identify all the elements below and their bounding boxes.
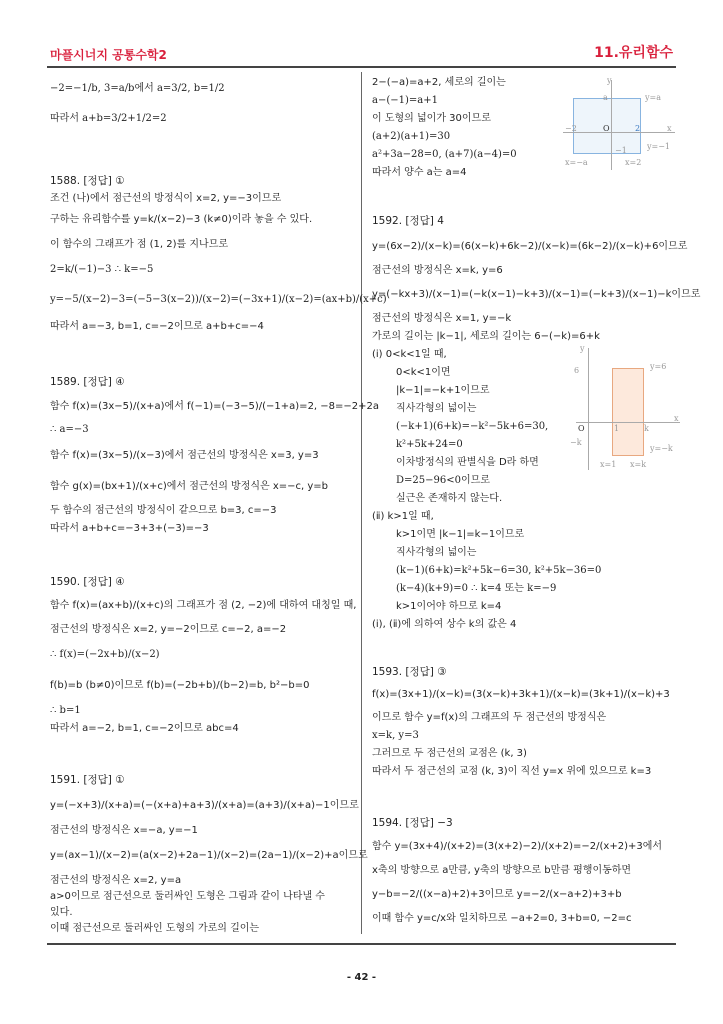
left-line: 두 함수의 점근선의 방정식이 같으므로 b=3, c=−3 bbox=[50, 505, 277, 516]
right-line: 그러므로 두 점근선의 교점은 (k, 3) bbox=[372, 748, 527, 759]
header-rule bbox=[47, 66, 676, 68]
y-axis bbox=[611, 80, 612, 170]
right-line: 이므로 함수 y=f(x)의 그래프의 두 점근선의 방정식은 bbox=[372, 712, 607, 723]
graph-label: x=2 bbox=[625, 158, 642, 167]
answer-title-1592: 1592. [정답] 4 bbox=[372, 215, 444, 227]
right-line: 이차방정식의 판별식을 D라 하면 bbox=[396, 457, 539, 468]
right-line: 함수 y=(3x+4)/(x+2)=(3(x+2)−2)/(x+2)=−2/(x+2)+3에서 bbox=[372, 841, 663, 852]
column-divider bbox=[361, 72, 362, 934]
footer-rule bbox=[47, 943, 676, 945]
left-line: 함수 f(x)=(ax+b)/(x+c)의 그래프가 점 (2, −2)에 대하여 대칭일 때, bbox=[50, 600, 357, 611]
left-line: 있다. bbox=[50, 907, 73, 918]
left-line: 함수 f(x)=(3x−5)/(x−3)에서 점근선의 방정식은 x=3, y=3 bbox=[50, 450, 319, 461]
left-line: 구하는 유리함수를 y=k/(x−2)−3 (k≠0)이라 놓을 수 있다. bbox=[50, 214, 313, 225]
left-line: 이때 점근선으로 둘러싸인 도형의 가로의 길이는 bbox=[50, 923, 260, 934]
graph-label: y=−1 bbox=[647, 142, 671, 151]
left-line: y=(ax−1)/(x−2)=(a(x−2)+2a−1)/(x−2)=(2a−1)/(x−2)+a이므로 bbox=[50, 850, 368, 861]
left-line: 이 함수의 그래프가 점 (1, 2)를 지나므로 bbox=[50, 239, 229, 250]
left-line: 점근선의 방정식은 x=−a, y=−1 bbox=[50, 825, 198, 836]
right-line: y=(6x−2)/(x−k)=(6(x−k)+6k−2)/(x−k)=(6k−2)/(x−k)+6이므로 bbox=[372, 241, 688, 252]
left-line: y=−5/(x−2)−3=(−5−3(x−2))/(x−2)=(−3x+1)/(x−2)=(ax+b)/(x+c) bbox=[50, 294, 387, 305]
graph-label: −1 bbox=[615, 146, 627, 155]
graph-label: 1 bbox=[614, 424, 620, 433]
right-line: 실근은 존재하지 않는다. bbox=[396, 493, 503, 504]
right-line: D=25−96<0이므로 bbox=[396, 475, 490, 486]
right-line: 점근선의 방정식은 x=k, y=6 bbox=[372, 265, 503, 276]
left-line: 함수 g(x)=(bx+1)/(x+c)에서 점근선의 방정식은 x=−c, y=b bbox=[50, 481, 329, 492]
left-line: ∴ a=−3 bbox=[50, 424, 89, 435]
graph-label: −k bbox=[570, 438, 582, 447]
graph-label: x=1 bbox=[600, 460, 617, 469]
header-left-title: 마플시너지 공통수학2 bbox=[50, 48, 167, 62]
left-line: −2=−1/b, 3=a/b에서 a=3/2, b=1/2 bbox=[50, 83, 225, 94]
left-line: 따라서 a=−2, b=1, c=−2이므로 abc=4 bbox=[50, 723, 239, 734]
right-line: k>1이어야 하므로 k=4 bbox=[396, 601, 502, 612]
right-line: 점근선의 방정식은 x=1, y=−k bbox=[372, 313, 512, 324]
right-line: 2−(−a)=a+2, 세로의 길이는 bbox=[372, 77, 506, 88]
right-line: (ⅰ) 0<k<1일 때, bbox=[372, 349, 447, 360]
left-line: 따라서 a+b=3/2+1/2=2 bbox=[50, 113, 167, 124]
right-line: x=k, y=3 bbox=[372, 730, 419, 741]
asymptote-graph-1591 bbox=[563, 76, 679, 172]
graph-label: x bbox=[674, 414, 679, 423]
x-axis bbox=[576, 422, 680, 423]
left-line: f(b)=b (b≠0)이므로 f(b)=(−2b+b)/(b−2)=b, b²−b=0 bbox=[50, 680, 310, 691]
left-line: 점근선의 방정식은 x=2, y=−2이므로 c=−2, a=−2 bbox=[50, 624, 287, 635]
left-line: 점근선의 방정식은 x=2, y=a bbox=[50, 875, 182, 886]
right-line: |k−1|=−k+1이므로 bbox=[396, 385, 490, 396]
left-line: y=(−x+3)/(x+a)=(−(x+a)+a+3)/(x+a)=(a+3)/(x+a)−1이므로 bbox=[50, 800, 359, 811]
header-right-title: 11.유리함수 bbox=[594, 45, 673, 61]
left-line: 따라서 a=−3, b=1, c=−2이므로 a+b+c=−4 bbox=[50, 321, 264, 332]
graph-label: a bbox=[603, 93, 608, 102]
right-line: y−b=−2/((x−a)+2)+3이므로 y=−2/(x−a+2)+3+b bbox=[372, 889, 622, 900]
right-line: a−(−1)=a+1 bbox=[372, 95, 438, 106]
graph-label: y bbox=[607, 76, 612, 85]
graph-label: O bbox=[578, 424, 585, 433]
right-line: 0<k<1이면 bbox=[396, 367, 451, 378]
left-line: 조건 (나)에서 점근선의 방정식이 x=2, y=−3이므로 bbox=[50, 193, 282, 204]
right-line: x축의 방향으로 a만큼, y축의 방향으로 b만큼 평행이동하면 bbox=[372, 865, 632, 876]
asymptote-rectangle bbox=[612, 368, 644, 456]
graph-label: y=−k bbox=[650, 444, 673, 453]
graph-label: y=a bbox=[645, 93, 661, 102]
answer-title-1589: 1589. [정답] ④ bbox=[50, 376, 125, 388]
right-line: 이 도형의 넓이가 30이므로 bbox=[372, 113, 491, 124]
y-axis bbox=[588, 348, 589, 470]
right-line: 이때 함수 y=c/x와 일치하므로 −a+2=0, 3+b=0, −2=c bbox=[372, 913, 632, 924]
answer-title-1591: 1591. [정답] ① bbox=[50, 774, 125, 786]
graph-label: y bbox=[580, 344, 585, 353]
graph-label: x bbox=[667, 124, 672, 133]
graph-label: x=k bbox=[630, 460, 647, 469]
answer-title-1590: 1590. [정답] ④ bbox=[50, 576, 125, 588]
right-line: (k−1)(6+k)=k²+5k−6=30, k²+5k−36=0 bbox=[396, 565, 602, 576]
right-line: a²+3a−28=0, (a+7)(a−4)=0 bbox=[372, 149, 517, 160]
right-line: 따라서 두 점근선의 교점 (k, 3)이 직선 y=x 위에 있으므로 k=3 bbox=[372, 766, 652, 777]
left-line: a>0이므로 점근선으로 둘러싸인 도형은 그림과 같이 나타낼 수 bbox=[50, 891, 325, 902]
left-line: 함수 f(x)=(3x−5)/(x+a)에서 f(−1)=(−3−5)/(−1+a)=2, −8=−2+2a bbox=[50, 401, 380, 412]
right-line: k>1이면 |k−1|=k−1이므로 bbox=[396, 529, 525, 540]
right-line: (k−4)(k+9)=0 ∴ k=4 또는 k=−9 bbox=[396, 583, 557, 594]
answer-title-1593: 1593. [정답] ③ bbox=[372, 666, 447, 678]
page-number: - 42 - bbox=[346, 972, 377, 983]
right-line: f(x)=(3x+1)/(x−k)=(3(x−k)+3k+1)/(x−k)=(3k+1)/(x−k)+3 bbox=[372, 689, 670, 700]
graph-label: x=−a bbox=[565, 158, 588, 167]
right-line: k²+5k+24=0 bbox=[396, 439, 463, 450]
left-line: 따라서 a+b+c=−3+3+(−3)=−3 bbox=[50, 523, 209, 534]
graph-label: k bbox=[644, 424, 649, 433]
left-line: ∴ f(x)=(−2x+b)/(x−2) bbox=[50, 649, 160, 660]
right-line: 직사각형의 넓이는 bbox=[396, 547, 477, 558]
right-line: (ⅰ), (ⅱ)에 의하여 상수 k의 값은 4 bbox=[372, 619, 517, 630]
right-line: 가로의 길이는 |k−1|, 세로의 길이는 6−(−k)=6+k bbox=[372, 331, 600, 342]
answer-title-1588: 1588. [정답] ① bbox=[50, 175, 125, 187]
x-axis bbox=[563, 132, 675, 133]
right-line: (−k+1)(6+k)=−k²−5k+6=30, bbox=[396, 421, 549, 432]
graph-label: −2 bbox=[565, 124, 577, 133]
left-line: 2=k/(−1)−3 ∴ k=−5 bbox=[50, 264, 154, 275]
right-line: 직사각형의 넓이는 bbox=[396, 403, 477, 414]
right-line: (a+2)(a+1)=30 bbox=[372, 131, 451, 142]
answer-title-1594: 1594. [정답] −3 bbox=[372, 817, 453, 829]
right-line: (ⅱ) k>1일 때, bbox=[372, 511, 434, 522]
graph-label: 2 bbox=[635, 124, 641, 133]
asymptote-graph-1592 bbox=[570, 344, 682, 472]
graph-label: 6 bbox=[574, 366, 580, 375]
left-line: ∴ b=1 bbox=[50, 705, 81, 716]
right-line: y=(−kx+3)/(x−1)=(−k(x−1)−k+3)/(x−1)=(−k+3)/(x−1)−k이므로 bbox=[372, 289, 701, 300]
graph-label: O bbox=[603, 124, 610, 133]
graph-label: y=6 bbox=[650, 362, 667, 371]
right-line: 따라서 양수 a는 a=4 bbox=[372, 167, 467, 178]
